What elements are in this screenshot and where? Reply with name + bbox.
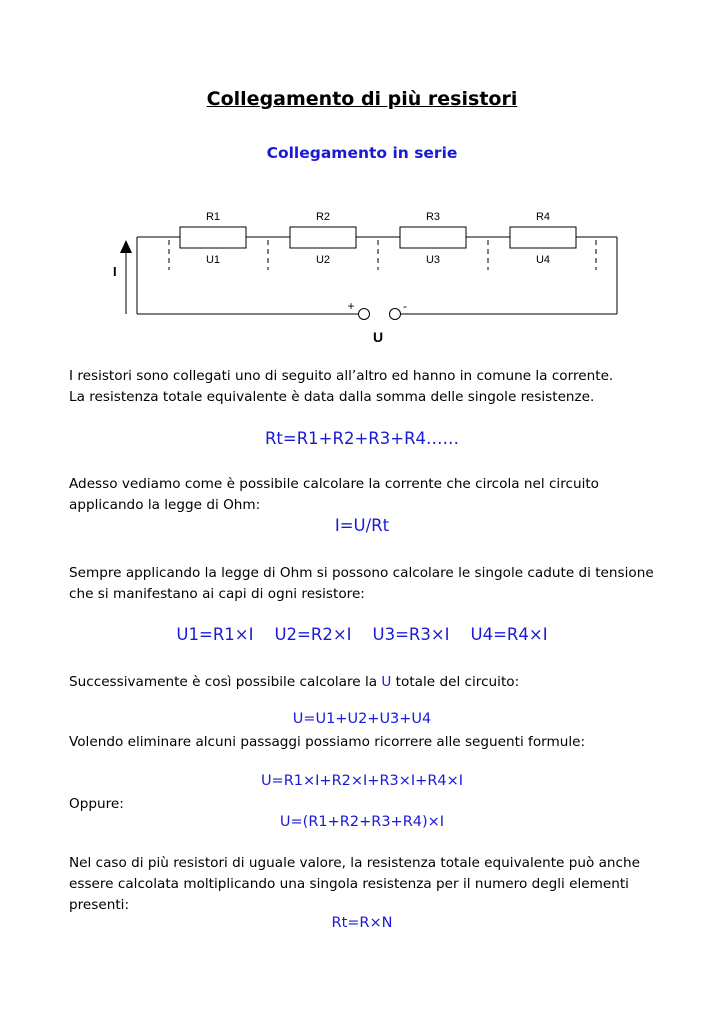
resistor-r3	[400, 227, 466, 248]
paragraph-shortcut: Volendo eliminare alcuni passaggi possiamo ricorrere alle seguenti formule:	[69, 734, 586, 750]
voltage-source-label: U	[372, 329, 384, 345]
current-label: I	[113, 264, 117, 279]
voltage-drop-label: U1	[205, 254, 221, 266]
formula-total-resistance: Rt=R1+R2+R3+R4……	[264, 429, 460, 448]
formula-current: I=U/Rt	[334, 516, 390, 535]
resistor-label: R3	[425, 211, 441, 223]
formula-rt-times-n: Rt=R×N	[331, 915, 393, 931]
paragraph-total-voltage: Successivamente è così possibile calcolare la U totale del circuito:	[69, 674, 520, 690]
formula-voltage-drops: U1=R1×I U2=R2×I U3=R3×I U4=R4×I	[176, 625, 548, 644]
formula-voltage-factored: U=(R1+R2+R3+R4)×I	[279, 814, 445, 830]
page-title: Collegamento di più resistori	[206, 88, 518, 110]
current-arrow-icon	[120, 240, 132, 253]
paragraph-voltage-drops: Sempre applicando la legge di Ohm si possono calcolare le singole cadute di tensione che si manifestano ai capi di ogni resistore:	[69, 565, 654, 602]
formula-voltage-expanded: U=R1×I+R2×I+R3×I+R4×I	[260, 773, 464, 789]
paragraph-series-intro: I resistori sono collegati uno di seguito all’altro ed hanno in comune la corrente. La resistenza totale equivalente è data dalla somma delle singole resistenze.	[69, 368, 614, 405]
voltage-drop-label: U3	[425, 254, 441, 266]
resistor-label: R1	[205, 211, 221, 223]
section-subtitle: Collegamento in serie	[266, 144, 458, 162]
resistor-label: R2	[315, 211, 331, 223]
paragraph-ohm-current: Adesso vediamo come è possibile calcolare la corrente che circola nel circuito applicando la legge di Ohm:	[69, 476, 600, 513]
series-circuit-diagram	[0, 0, 724, 360]
paragraph-oppure: Oppure:	[69, 796, 124, 812]
resistor-r2	[290, 227, 356, 248]
formula-voltage-sum: U=U1+U2+U3+U4	[292, 711, 432, 727]
minus-terminal-label: -	[403, 299, 407, 313]
resistor-r4	[510, 227, 576, 248]
plus-terminal-label: +	[347, 299, 355, 313]
paragraph-equal-resistors: Nel caso di più resistori di uguale valore, la resistenza totale equivalente può anche essere calcolata moltiplicando una singola resistenza per il numero degli elementi presenti:	[69, 855, 640, 913]
voltage-drop-label: U2	[315, 254, 331, 266]
resistor-label: R4	[535, 211, 551, 223]
resistor-r1	[180, 227, 246, 248]
voltage-drop-label: U4	[535, 254, 551, 266]
